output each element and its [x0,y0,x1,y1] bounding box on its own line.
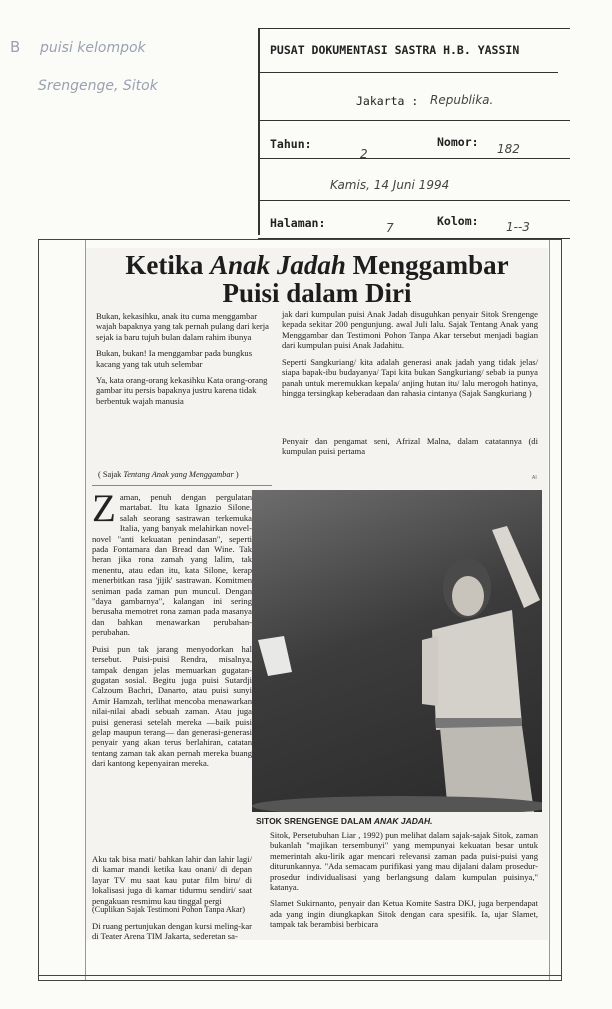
annotation-line-1: puisi kelompok [40,40,146,56]
photo-credit: AI [532,475,537,481]
testimoni-quote: Aku tak bisa mati/ bahkan lahir dan lahir lagi/ di kamar mandi ketika kau onani/ di depan layar TV mu saat kau putar film biru/ di lokalisasi juga di kamar tidurmu sendiri/ saat pengakuan resmimu kau tinggal pergi [92,854,252,906]
annotation-line-2: Srengenge, Sitok [38,78,158,94]
city-label: Jakarta : [356,94,419,108]
testimoni-quote-source: (Cuplikan Sajak Testimoni Pohon Tanpa Akar) [92,905,245,914]
kolom-label: Kolom: [437,214,479,228]
nomor-value: 182 [497,142,520,156]
column-1-closing: Di ruang pertunjukan dengan kursi meling-kar di Teater Arena TIM Jakarta, sederetan sa- [92,921,252,942]
nomor-label: Nomor: [437,135,479,149]
column-2-para-2: Penyair dan pengamat seni, Afrizal Malna, dalam catatannya (di kumpulan puisi pertama [282,436,538,457]
kolom-value: 1--3 [506,220,530,234]
halaman-label: Halaman: [270,216,326,230]
headline-line-2: Puisi dalam Diri [222,278,412,308]
org-name: PUSAT DOKUMENTASI SASTRA H.B. YASSIN [270,43,520,57]
issue-date: Kamis, 14 Juni 1994 [330,178,450,192]
poem-block: Bukan, kekasihku, anak itu cuma menggambar wajah bapaknya yang tak pernah pulang dari kerja sejak ia baru tujuh bulan dalam rahim ibunya Bukan, bukan! Ia menggambar pada bungkus kacang yang tak utuh selembar Ya, kata orang-orang kekasihku Kata orang-orang gambar itu persis bapaknya justru karena tidak berbentuk wajah manusia [96,311,269,406]
dropcap: Z [92,487,116,530]
headline-line-1: Ketika Anak Jadah Menggambar [125,250,509,280]
halaman-value: 7 [386,221,394,235]
column-1-body: Zaman, penuh dengan pergulatan martabat. Itu kata Ignazio Silone, salah seorang sastrawan terkemuka Italia, yang banyak melahirkan novel-novel "anti kekuatan penindasan", seperti pada Fontamara dan Bread dan Wine. Tak heran jika rona zamah yang lalim, tak menentu, atau edan itu, kata Silone, kerap menerbitkan rasa 'jijik' sastrawan. Komitmen seniman pada zaman pun muncul. Dengan "daya gambarnya", kalangan ini sering berusaha memotret rona zaman pada masanya dan bahkan menawarkan perubahan-perubahan. Puisi pun tak jarang menyodorkan hal tersebut. Puisi-puisi Rendra, misalnya, tampak dengan jelas memuarkan gugatan-gugatan sosial. Begitu juga puisi Sutardji Calzoum Bachri, Danarto, atau puisi sunyi Amir Hamzah, terlihat mencoba menawarkan nilai-nilai abadi sebuah zaman. Atau juga puisi generasi setelah mereka —baik puisi gelap maupun terang— dan generasi-generasi penyair yang akan terus berlahiran, catatan tentang zaman tak akan pernah mereka buang dari kantong kepenyairan mereka. [92,487,252,769]
sitok-photo [252,490,542,812]
sangkuriang-quote: Seperti Sangkuriang/ kita adalah generasi anak jadah yang tidak jelas/ siapa bapak-ibu budayanya/ Tapi kita bukan Sangkuriang/ sebab ia punya panah untuk meremukkan kepala/ anjing hutan itu/ lalu merogoh hatinya, hingga tersingkap keberadaan dan rahasia cintanya (Sajak Sangkuriang ) [282,357,538,399]
column-2-afrizal: Sitok, Persetubuhan Liar , 1992) pun melihat dalam sajak-sajak Sitok, zaman bukanlah "majikan tersembunyi" yang mempunyai kekuatan besar untuk memerintah aku-lirik agar mencari relevansi zaman pada puisi-puisi yang diturunkannya. "Ada semacam purifikasi yang mau dijalani dalam prosedur-prosedur individualisasi yang berlangsung dalam kumpulan puisinya," katanya. Slamet Sukirnanto, penyair dan Ketua Komite Sastra DKJ, juga berpendapat ada yang ingin diungkapkan Sitok dengan cara spesifik. Ia, ujar Slamet, tampak tak berambisi berbicara [270,830,538,930]
poem-source: ( Sajak Tentang Anak yang Menggambar ) [98,470,239,479]
newspaper-name: Republika. [430,93,494,107]
doc-form [258,28,572,235]
tahun-label: Tahun: [270,137,312,151]
tahun-value: 2 [360,147,368,161]
photo-caption: SITOK SRENGENGE DALAM ANAK JADAH. [256,816,433,826]
column-2-intro: jak dari kumpulan puisi Anak Jadah disuguhkan penyair Sitok Srengenge kepada sekitar 200 pengunjung. awal Juli lalu. Sajak Tentang Anak yang Menggambar dan Testimoni Pohon Tanpa Akar tersebut menjadi bagian dari kumpulan puisi Anak Jadahitu. [282,309,538,351]
margin-letter: B [10,38,21,56]
